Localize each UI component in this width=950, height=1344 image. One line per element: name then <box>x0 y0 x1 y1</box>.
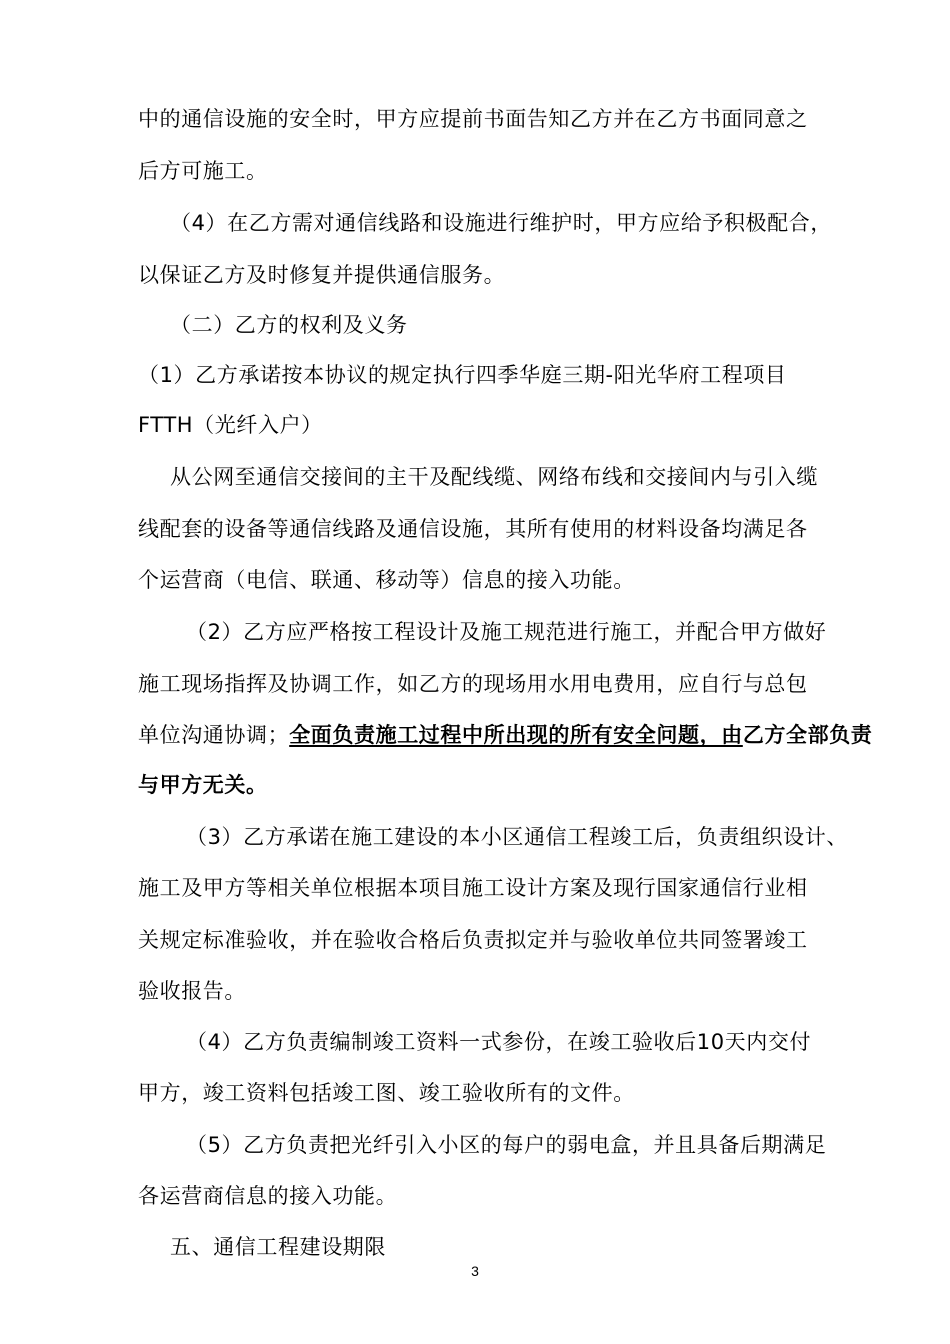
paragraph-line: FTTH（光纤入户） <box>138 413 323 437</box>
paragraph-line: （4）乙方负责编制竣工资料一式参份，在竣工验收后10天内交付 <box>186 1030 812 1054</box>
paragraph-line: （1）乙方承诺按本协议的规定执行四季华庭三期-阳光华府工程项目 <box>138 363 787 387</box>
paragraph-line: 线配套的设备等通信线路及通信设施，其所有使用的材料设备均满足各 <box>138 517 808 541</box>
emphasized-text: 乙方全部负责 <box>742 723 873 747</box>
paragraph-line: （3）乙方承诺在施工建设的本小区通信工程竣工后，负责组织设计、 <box>186 825 848 849</box>
page-number: 3 <box>471 1263 479 1279</box>
paragraph-line: （4）在乙方需对通信线路和设施进行维护时，甲方应给予积极配合， <box>170 211 832 235</box>
emphasized-text: 全面负责施工过程中所出现的所有安全问题，由 <box>289 723 743 747</box>
paragraph-line: 甲方，竣工资料包括竣工图、竣工验收所有的文件。 <box>138 1081 635 1105</box>
paragraph-line: 验收报告。 <box>138 979 246 1003</box>
section-heading: （二）乙方的权利及义务 <box>170 313 408 337</box>
paragraph-line: （2）乙方应严格按工程设计及施工规范进行施工，并配合甲方做好 <box>186 620 827 644</box>
section-heading: 五、通信工程建设期限 <box>170 1235 386 1259</box>
paragraph-line: 从公网至通信交接间的主干及配线缆、网络布线和交接间内与引入缆 <box>170 465 818 489</box>
emphasized-line: 与甲方无关。 <box>138 773 268 797</box>
paragraph-line: （5）乙方负责把光纤引入小区的每户的弱电盒，并且具备后期满足 <box>186 1133 827 1157</box>
paragraph-text: 单位沟通协调； <box>138 723 290 747</box>
paragraph-line: 关规定标准验收，并在验收合格后负责拟定并与验收单位共同签署竣工 <box>138 928 808 952</box>
paragraph-line: 各运营商信息的接入功能。 <box>138 1184 398 1208</box>
paragraph-line: 中的通信设施的安全时，甲方应提前书面告知乙方并在乙方书面同意之 <box>138 107 808 131</box>
paragraph-line: 个运营商（电信、联通、移动等）信息的接入功能。 <box>138 568 635 592</box>
paragraph-line: 以保证乙方及时修复并提供通信服务。 <box>138 263 506 287</box>
paragraph-line: 后方可施工。 <box>138 159 268 183</box>
paragraph-line: 施工现场指挥及协调工作，如乙方的现场用水用电费用，应自行与总包 <box>138 672 808 696</box>
paragraph-line <box>138 720 872 750</box>
paragraph-line: 施工及甲方等相关单位根据本项目施工设计方案及现行国家通信行业相 <box>138 876 808 900</box>
